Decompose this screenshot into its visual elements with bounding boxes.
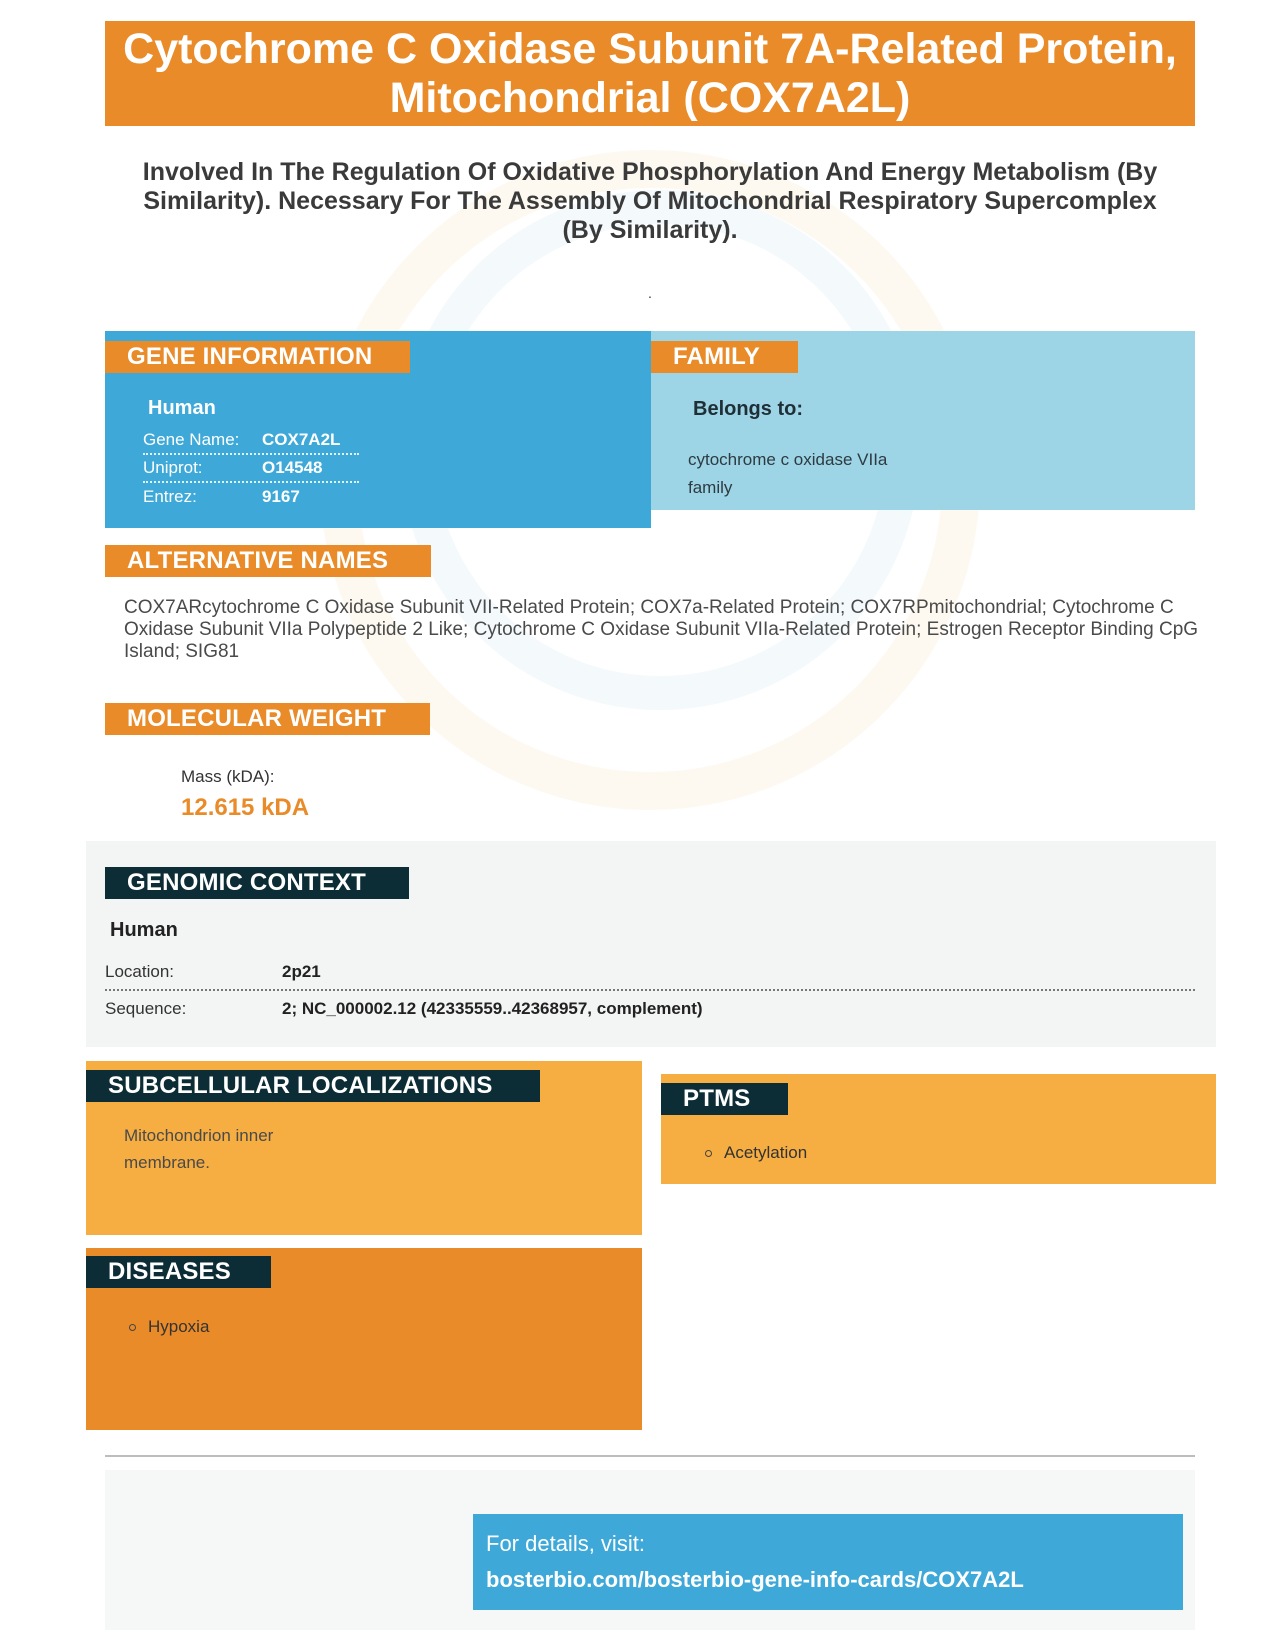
- page-title: Cytochrome C Oxidase Subunit 7A-Related Protein, Mitochondrial (COX7A2L): [123, 24, 1177, 122]
- genomic-context-table: [105, 955, 1195, 1027]
- mass-label: Mass (kDA):: [181, 767, 275, 786]
- genomic-label: Location:: [105, 962, 174, 981]
- ptms-heading: PTMS: [661, 1083, 788, 1115]
- genomic-row: [105, 955, 1195, 991]
- title-banner: [105, 21, 1195, 126]
- genomic-value: 2p21: [282, 962, 321, 981]
- ptms-list: [705, 1143, 807, 1163]
- gene-info-row: [143, 427, 359, 455]
- gene-information-heading: GENE INFORMATION: [105, 341, 410, 373]
- family-heading: FAMILY: [651, 341, 798, 373]
- gene-info-row: [143, 455, 359, 483]
- alternative-names-text: COX7ARcytochrome C Oxidase Subunit VII-Related Protein; COX7a-Related Protein; COX7RPmitochondrial; Cytochrome C Oxidase Subunit VIIa Polypeptide 2 Like; Cytochrome C Oxidase Subunit VIIa-Related Protein; Estrogen Receptor Binding CpG Island; SIG81: [124, 597, 1199, 662]
- disease-item: Hypoxia: [148, 1317, 210, 1336]
- mass-value: 12.615 kDA: [181, 794, 310, 821]
- details-prompt: For details, visit:: [486, 1531, 645, 1556]
- bullet-icon: [705, 1150, 712, 1157]
- family-text: cytochrome c oxidase VIIa family: [688, 450, 888, 497]
- gene-info-label: Uniprot:: [143, 458, 203, 477]
- gene-info-value: 9167: [262, 487, 300, 506]
- gene-info-value: COX7A2L: [262, 430, 341, 449]
- genomic-organism: Human: [110, 919, 178, 941]
- gene-info-row: [143, 483, 359, 511]
- genomic-context-heading: GENOMIC CONTEXT: [105, 867, 409, 899]
- gene-organism: Human: [148, 397, 216, 419]
- gene-info-label: Gene Name:: [143, 430, 240, 449]
- gene-info-label: Entrez:: [143, 487, 197, 506]
- ptm-item: Acetylation: [724, 1143, 808, 1162]
- gene-info-table: [143, 427, 359, 511]
- alternative-names-heading: ALTERNATIVE NAMES: [105, 545, 431, 577]
- diseases-list: [129, 1317, 209, 1337]
- details-link[interactable]: bosterbio.com/bosterbio-gene-info-cards/COX7A2L: [486, 1567, 1024, 1592]
- genomic-label: Sequence:: [105, 999, 187, 1018]
- family-belongs-label: Belongs to:: [693, 398, 803, 420]
- diseases-heading: DISEASES: [86, 1256, 271, 1288]
- genomic-value: 2; NC_000002.12 (42335559..42368957, complement): [282, 999, 703, 1018]
- summary-dot: .: [648, 285, 652, 301]
- list-item: [705, 1143, 807, 1163]
- genomic-row: [105, 991, 1195, 1027]
- gene-info-value: O14548: [262, 458, 323, 477]
- list-item: [129, 1317, 209, 1337]
- function-summary: Involved In The Regulation Of Oxidative Phosphorylation And Energy Metabolism (By Similarity). Necessary For The Assembly Of Mitochondrial Respiratory Supercomplex (By Similarity).: [142, 158, 1158, 244]
- subcellular-localizations-text: Mitochondrion inner membrane.: [124, 1126, 274, 1172]
- subcellular-localizations-heading: SUBCELLULAR LOCALIZATIONS: [86, 1070, 540, 1102]
- bullet-icon: [129, 1324, 136, 1331]
- molecular-weight-heading: MOLECULAR WEIGHT: [105, 703, 430, 735]
- footer-divider: [105, 1455, 1195, 1457]
- details-link-box[interactable]: [473, 1514, 1183, 1610]
